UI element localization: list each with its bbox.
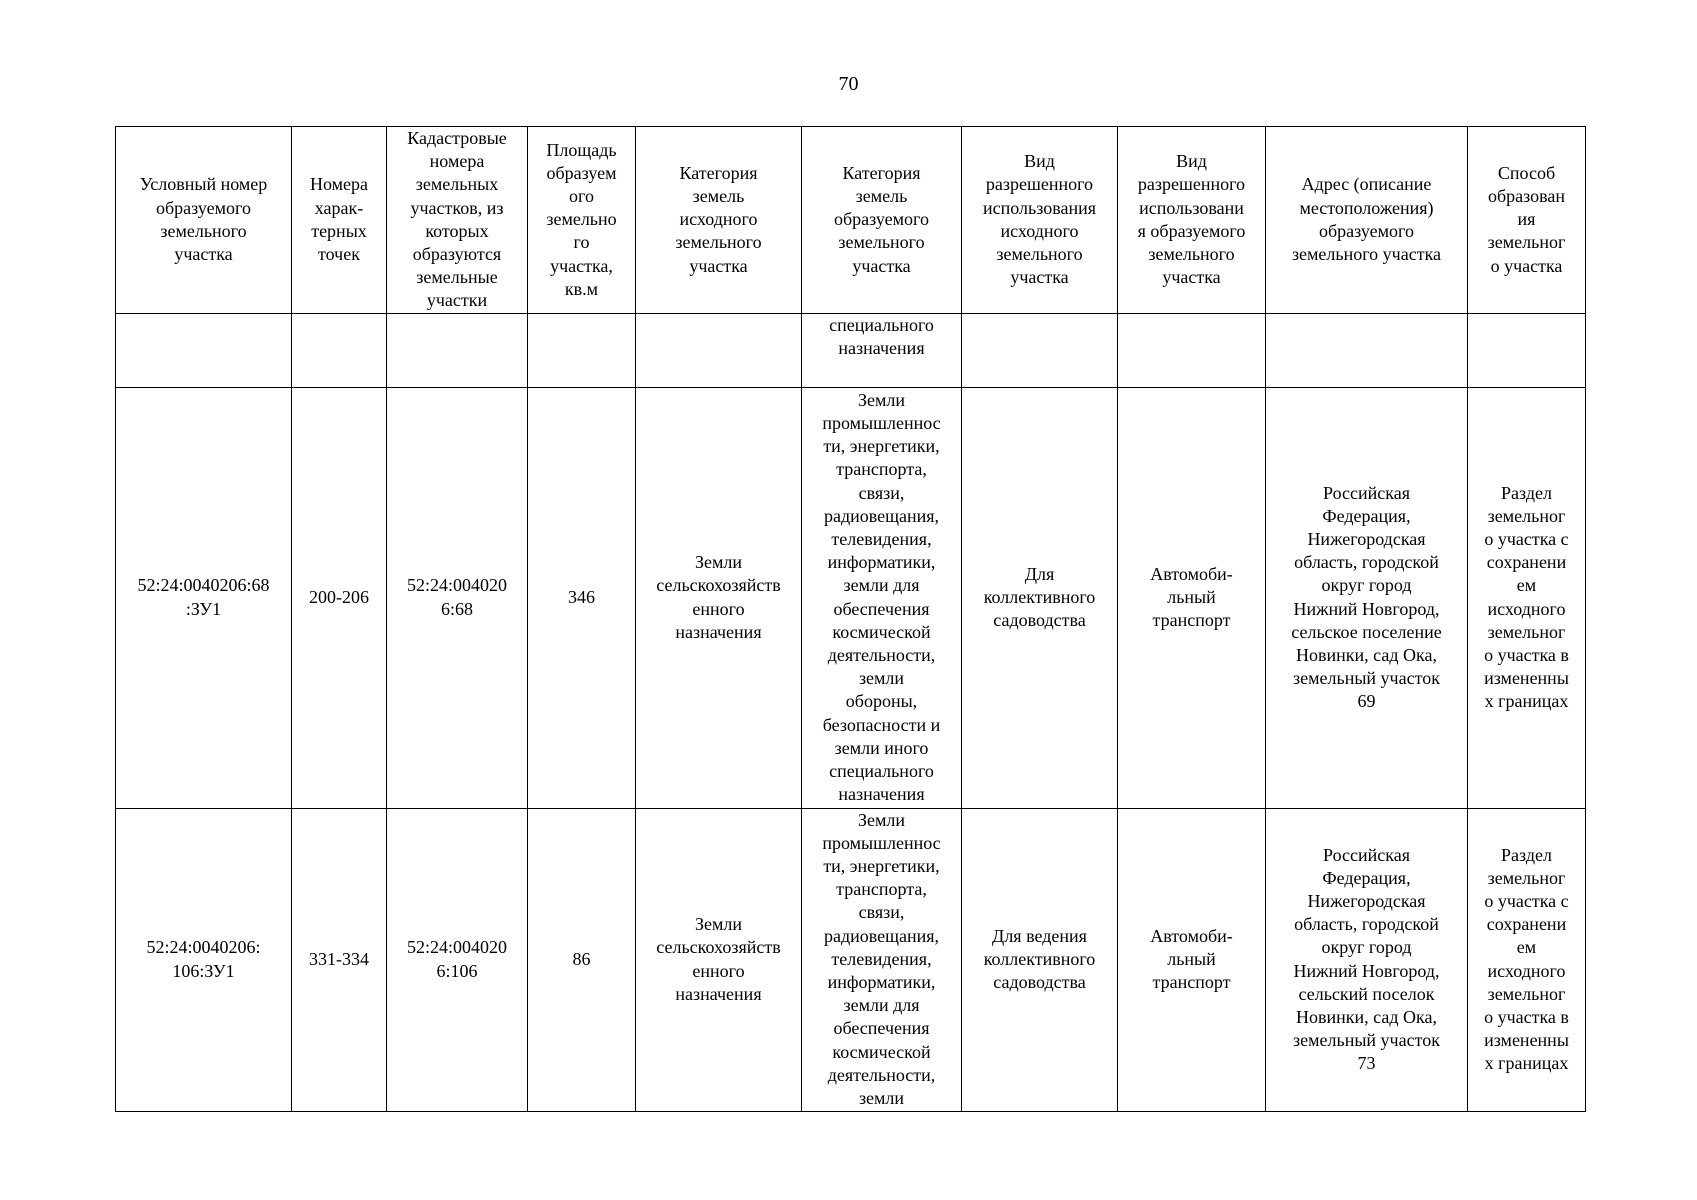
- cell-line: енного: [692, 960, 745, 981]
- cell-line: деятельности,: [827, 645, 936, 666]
- cell-line: связи,: [858, 902, 905, 923]
- cell-line: обеспечения: [833, 1018, 930, 1039]
- table-row: [116, 387, 1586, 808]
- cell-line: радиовещания,: [823, 505, 940, 526]
- cell-line: земельног: [1487, 232, 1566, 253]
- cell-line: номера: [429, 151, 485, 172]
- cell-new-permitted-use: [1118, 313, 1266, 387]
- cell-line: земельного участка: [1291, 244, 1442, 265]
- cell-line: го: [573, 232, 590, 253]
- cell-line: земли иного: [834, 737, 929, 758]
- cell-line: земли для: [843, 575, 920, 596]
- cell-line: ти, энергетики,: [823, 856, 940, 877]
- cell-line: ем: [1516, 575, 1537, 596]
- cell-line: земельных: [415, 174, 499, 195]
- cell-line: использования: [982, 197, 1096, 218]
- cell-line: 52:24:004020: [406, 937, 507, 958]
- cell-line: Для: [1024, 563, 1055, 584]
- cell-new-land-category: [802, 808, 962, 1111]
- cell-line: радиовещания,: [823, 925, 940, 946]
- cell-line: образуются: [412, 244, 502, 265]
- cell-line: точек: [318, 244, 360, 265]
- cell-line: харак-: [314, 197, 364, 218]
- cell-line: телевидения,: [831, 948, 932, 969]
- cell-line: земель: [692, 186, 745, 206]
- column-header-formation-method: [1468, 127, 1586, 314]
- cell-line: Способ: [1497, 162, 1556, 183]
- cell-line: 6:68: [440, 598, 473, 619]
- cell-line: Категория: [679, 162, 758, 183]
- cell-formation-method: [1468, 808, 1586, 1111]
- table-header-row: [116, 127, 1586, 314]
- cell-line: образуем: [546, 162, 617, 183]
- cell-line: обеспечения: [833, 598, 930, 619]
- cell-line: ия: [1517, 209, 1536, 230]
- cell-line: Автомоби-: [1150, 563, 1233, 584]
- cell-line: Раздел: [1501, 482, 1552, 503]
- cell-address: [1266, 808, 1468, 1111]
- cell-line: транспорт: [1152, 972, 1231, 993]
- land-plots-table: [115, 126, 1586, 1112]
- cell-conditional-number: [116, 808, 292, 1111]
- cell-line: Российская: [1323, 482, 1410, 503]
- cell-line: Автомоби-: [1150, 925, 1233, 946]
- cell-line: енного: [692, 598, 745, 619]
- cell-line: о участка: [1490, 255, 1563, 276]
- cell-line: телевидения,: [831, 529, 932, 550]
- cell-line: ого: [569, 186, 594, 206]
- cell-line: 86: [572, 949, 591, 970]
- cell-line: 106:ЗУ1: [172, 960, 235, 981]
- cell-line: Вид: [1176, 151, 1207, 172]
- cell-area: [528, 313, 636, 387]
- cell-line: сохранени: [1486, 914, 1567, 935]
- cell-new-land-category: [802, 387, 962, 808]
- cell-line: земли: [858, 668, 905, 689]
- cell-area: [528, 808, 636, 1111]
- cell-line: сельскохозяйств: [656, 937, 781, 958]
- cell-line: 52:24:0040206:68: [137, 575, 270, 596]
- cell-line: космической: [832, 1041, 931, 1062]
- cell-line: Кадастровые: [407, 128, 507, 148]
- cell-line: земельного: [675, 232, 762, 253]
- cell-line: информатики,: [827, 552, 936, 573]
- cell-line: льный: [1167, 949, 1216, 970]
- cell-line: исходного: [1000, 220, 1079, 241]
- cell-characteristic-points: [292, 387, 387, 808]
- cell-line: транспорт: [1152, 610, 1231, 631]
- column-header-new-permitted-use: [1118, 127, 1266, 314]
- cell-line: 346: [568, 587, 595, 608]
- cell-line: деятельности,: [827, 1064, 936, 1085]
- cell-line: образуемого: [834, 209, 929, 230]
- cell-line: область, городской: [1294, 552, 1439, 573]
- cell-formation-method: [1468, 313, 1586, 387]
- cell-source-permitted-use: [962, 313, 1118, 387]
- cell-line: 69: [1357, 691, 1376, 712]
- cell-line: Федерация,: [1322, 867, 1411, 888]
- cell-line: назначения: [675, 983, 762, 1004]
- cell-conditional-number: [116, 387, 292, 808]
- cell-line: измененны: [1484, 1030, 1569, 1051]
- cell-line: область, городской: [1294, 914, 1439, 935]
- cell-line: специального: [829, 314, 934, 335]
- cell-line: терных: [311, 220, 367, 241]
- cell-line: 52:24:004020: [406, 575, 507, 596]
- cell-line: земельног: [1487, 505, 1566, 526]
- cell-line: назначения: [838, 337, 925, 358]
- cell-line: исходного: [1487, 960, 1566, 981]
- cell-line: образован: [1487, 186, 1566, 206]
- cell-line: 73: [1357, 1053, 1376, 1074]
- cell-line: местоположения): [1299, 197, 1434, 218]
- cell-line: х границах: [1484, 1053, 1569, 1074]
- cell-line: 52:24:0040206:: [146, 937, 261, 958]
- cell-line: о участка с: [1484, 529, 1569, 550]
- column-header-area: [528, 127, 636, 314]
- column-header-characteristic-points: [292, 127, 387, 314]
- cell-characteristic-points: [292, 808, 387, 1111]
- cell-line: земельног: [1487, 621, 1566, 642]
- cell-line: участка: [1162, 267, 1221, 288]
- cell-line: Новинки, сад Ока,: [1296, 645, 1437, 666]
- cell-line: садоводства: [993, 972, 1086, 993]
- column-header-source-permitted-use: [962, 127, 1118, 314]
- cell-line: Земли: [857, 389, 905, 410]
- cell-line: я образуемого: [1137, 220, 1246, 241]
- cell-line: земель: [855, 186, 908, 206]
- cell-line: промышленнос: [822, 832, 941, 853]
- cell-line: Площадь: [546, 139, 617, 160]
- cell-line: :ЗУ1: [185, 598, 222, 619]
- cell-source-permitted-use: [962, 808, 1118, 1111]
- cell-line: 6:106: [436, 960, 478, 981]
- cell-line: округ город: [1321, 937, 1412, 958]
- cell-line: сельский поселок: [1298, 983, 1435, 1004]
- cell-line: Категория: [842, 162, 921, 183]
- cell-line: ти, энергетики,: [823, 436, 940, 457]
- cell-characteristic-points: [292, 313, 387, 387]
- cell-line: связи,: [858, 482, 905, 503]
- cell-line: участка: [1010, 267, 1069, 288]
- cell-line: обороны,: [845, 691, 918, 712]
- cell-line: Вид: [1024, 151, 1055, 172]
- cell-cadastral-numbers: [387, 387, 528, 808]
- cell-line: коллективного: [983, 949, 1096, 970]
- cell-line: назначения: [838, 784, 925, 805]
- cell-line: Новинки, сад Ока,: [1296, 1007, 1437, 1028]
- cell-line: льный: [1167, 587, 1216, 608]
- cell-line: исходного: [1487, 598, 1566, 619]
- cell-source-land-category: [636, 387, 802, 808]
- cell-line: которых: [425, 220, 489, 241]
- cell-line: Номера: [309, 174, 369, 195]
- cell-line: ем: [1516, 937, 1537, 958]
- cell-line: Адрес (описание: [1301, 174, 1432, 195]
- cell-line: о участка в: [1484, 1007, 1569, 1028]
- cell-line: использовани: [1139, 197, 1244, 218]
- cell-line: 200-206: [309, 587, 369, 608]
- cell-line: Нижегородская: [1307, 891, 1426, 912]
- cell-line: кв.м: [564, 278, 599, 299]
- cell-line: специального: [829, 761, 934, 782]
- cell-line: измененны: [1484, 668, 1569, 689]
- cell-line: Для ведения: [992, 925, 1087, 946]
- cell-line: Условный номер: [139, 174, 268, 195]
- cell-line: участка: [852, 255, 911, 276]
- cell-line: безопасности и: [822, 714, 941, 735]
- cell-line: коллективного: [983, 587, 1096, 608]
- cell-line: образуемого: [1319, 220, 1414, 241]
- cell-line: Нижегородская: [1307, 529, 1426, 550]
- column-header-cadastral-numbers: [387, 127, 528, 314]
- cell-line: Земли: [694, 914, 742, 935]
- cell-cadastral-numbers: [387, 808, 528, 1111]
- cell-line: информатики,: [827, 972, 936, 993]
- cell-line: транспорта,: [836, 879, 927, 900]
- cell-line: земельного: [838, 232, 925, 253]
- cell-line: сельскохозяйств: [656, 575, 781, 596]
- cell-line: земли для: [843, 995, 920, 1016]
- cell-line: земельный участок: [1293, 668, 1440, 689]
- cell-line: земельно: [546, 209, 617, 230]
- cell-line: разрешенного: [985, 174, 1094, 195]
- cell-line: участка: [689, 255, 748, 276]
- cell-line: Раздел: [1501, 844, 1552, 865]
- column-header-conditional-number: [116, 127, 292, 314]
- cell-line: разрешенного: [1137, 174, 1246, 195]
- cell-line: округ город: [1321, 575, 1412, 596]
- column-header-source-land-category: [636, 127, 802, 314]
- column-header-new-land-category: [802, 127, 962, 314]
- cell-address: [1266, 387, 1468, 808]
- cell-new-land-category: [802, 313, 962, 387]
- cell-line: Нижний Новгород,: [1293, 598, 1440, 619]
- cell-new-permitted-use: [1118, 387, 1266, 808]
- cell-line: Нижний Новгород,: [1293, 960, 1440, 981]
- cell-line: образуемого: [156, 197, 251, 218]
- cell-line: Российская: [1323, 844, 1410, 865]
- cell-line: Федерация,: [1322, 505, 1411, 526]
- cell-line: земельног: [1487, 867, 1566, 888]
- cell-line: х границах: [1484, 691, 1569, 712]
- column-header-address: [1266, 127, 1468, 314]
- table-row: [116, 808, 1586, 1111]
- cell-source-permitted-use: [962, 387, 1118, 808]
- cell-line: сельское поселение: [1291, 621, 1442, 642]
- cell-line: земли: [858, 1088, 905, 1109]
- cell-line: сохранени: [1486, 552, 1567, 573]
- cell-line: Земли: [857, 809, 905, 830]
- cell-line: назначения: [675, 621, 762, 642]
- cell-source-land-category: [636, 313, 802, 387]
- cell-line: Земли: [694, 552, 742, 573]
- cell-area: [528, 387, 636, 808]
- cell-line: транспорта,: [836, 459, 927, 480]
- cell-line: промышленнос: [822, 413, 941, 433]
- cell-line: земельные: [416, 267, 498, 288]
- page-number: 70: [838, 73, 859, 95]
- cell-line: о участка с: [1484, 891, 1569, 912]
- cell-line: о участка в: [1484, 645, 1569, 666]
- cell-line: участка,: [550, 255, 613, 276]
- cell-line: земельный участок: [1293, 1030, 1440, 1051]
- cell-address: [1266, 313, 1468, 387]
- cell-line: земельного: [160, 220, 247, 241]
- cell-line: космической: [832, 621, 931, 642]
- cell-line: земельного: [996, 244, 1083, 265]
- cell-line: земельного: [1148, 244, 1235, 265]
- cell-line: участки: [426, 290, 488, 311]
- cell-cadastral-numbers: [387, 313, 528, 387]
- cell-line: садоводства: [993, 610, 1086, 631]
- cell-line: исходного: [679, 209, 758, 230]
- cell-new-permitted-use: [1118, 808, 1266, 1111]
- cell-line: участка: [174, 244, 233, 265]
- cell-source-land-category: [636, 808, 802, 1111]
- cell-line: 331-334: [309, 949, 369, 970]
- cell-formation-method: [1468, 387, 1586, 808]
- cell-line: земельног: [1487, 983, 1566, 1004]
- cell-conditional-number: [116, 313, 292, 387]
- cell-line: участков, из: [410, 197, 504, 218]
- table-row: [116, 313, 1586, 387]
